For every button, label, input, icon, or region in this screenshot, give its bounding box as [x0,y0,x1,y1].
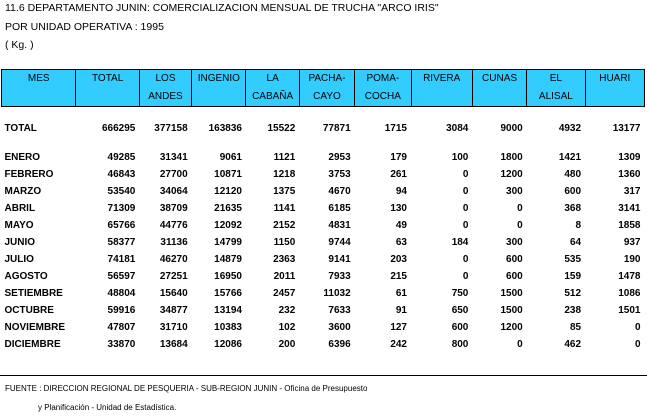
table-cell: 15766 [214,288,242,299]
column-header [355,70,411,107]
table-cell: 8 [575,220,582,231]
table-subtitle: POR UNIDAD OPERATIVA : 1995 [5,21,164,33]
column-header [585,70,644,107]
column-header-line1: RIVERA [423,73,461,84]
table-cell: 9000 [500,122,523,134]
table-cell: 127 [390,322,407,333]
unit-label: ( Kg. ) [5,39,34,51]
spacer-row [2,137,645,149]
table-cell: 46843 [107,169,136,180]
table-cell: 535 [564,254,582,265]
table-cell: 317 [623,186,641,197]
table-cell: 666295 [101,122,136,134]
table-cell: 238 [564,305,582,316]
column-header [472,70,526,107]
table-cell: 33870 [107,339,136,350]
table-cell: 85 [569,322,582,333]
table-cell: 179 [390,152,407,163]
table-cell: 12086 [214,339,242,350]
table-cell: 163836 [208,122,242,134]
column-header-line2: COCHA [364,91,401,102]
table-cell: 31710 [159,322,188,333]
table-cell: 2953 [328,152,351,163]
table-cell: 1360 [618,169,641,180]
table-row [2,319,645,336]
table-cell: 1501 [618,305,641,316]
table-cell: 0 [517,220,523,231]
table-cell: 16950 [214,271,242,282]
table-cell: 0 [517,339,523,350]
table-cell: 1086 [618,288,641,299]
table-cell: 91 [395,305,407,316]
table-cell: 2363 [273,254,296,265]
table-row [2,217,645,234]
table-cell: 1121 [273,152,296,163]
table-cell: 242 [390,339,407,350]
table-row [2,149,645,166]
column-header [299,70,354,107]
table-cell: 77871 [322,122,351,134]
table-cell: 21635 [214,203,242,214]
table-cell: 100 [451,152,469,163]
table-cell: 0 [462,186,469,197]
table-cell: 0 [462,203,469,214]
table-cell: 2457 [273,288,296,299]
table-cell: 4932 [558,122,582,134]
column-header-line1: PACHA- [308,73,346,84]
table-row [2,234,645,251]
table-cell: 377158 [154,122,188,134]
spacer-row [2,107,645,120]
table-cell: 34877 [159,305,188,316]
table-row [2,285,645,302]
table-cell: 71309 [107,203,136,214]
table-cell: 462 [564,339,582,350]
data-table [1,69,645,353]
table-cell: 1500 [500,288,523,299]
table-cell: 46270 [159,254,188,265]
table-cell: 0 [462,254,469,265]
table-cell: 31136 [160,237,188,248]
table-cell: 750 [451,288,469,299]
table-cell: 94 [395,186,407,197]
table-cell: 203 [390,254,407,265]
table-cell: 0 [634,322,641,333]
table-cell: 800 [451,339,469,350]
table-cell: 49285 [107,152,136,163]
table-cell: 63 [395,237,407,248]
row-label: NOVIEMBRE [4,322,66,333]
table-cell: 58377 [107,237,136,248]
table-cell: 34064 [159,186,188,197]
table-cell: 300 [506,186,523,197]
table-title: 11.6 DEPARTAMENTO JUNIN: COMERCIALIZACION MENSUAL DE TRUCHA "ARCO IRIS" [5,2,439,14]
table-cell: 9744 [328,237,351,248]
table-cell: 300 [506,237,523,248]
table-cell: 0 [462,271,469,282]
table-cell: 59916 [107,305,136,316]
table-cell: 1421 [558,152,582,163]
row-label: ENERO [4,152,41,163]
table-cell: 1375 [273,186,296,197]
column-header-line1: HUARI [599,73,631,84]
table-cell: 3753 [328,169,351,180]
row-label: ABRIL [4,203,36,214]
table-cell: 9141 [328,254,351,265]
table-body [2,107,645,354]
table-cell: 650 [451,305,469,316]
row-label: OCTUBRE [4,305,54,316]
table-cell: 31341 [159,152,188,163]
column-header-line2: CAYO [313,91,341,102]
table-cell: 15640 [159,288,188,299]
column-header-line1: MES [27,73,50,84]
table-cell: 53540 [107,186,136,197]
table-row [2,200,645,217]
table-cell: 4670 [328,186,351,197]
table-row [2,302,645,319]
table-cell: 1800 [500,152,523,163]
table-cell: 12120 [214,186,242,197]
table-cell: 0 [517,203,523,214]
table-cell: 200 [278,339,296,350]
table-cell: 261 [390,169,407,180]
row-label: TOTAL [4,122,37,134]
table-cell: 0 [634,339,641,350]
table-cell: 1200 [500,322,523,333]
table-cell: 1309 [618,152,641,163]
table-cell: 1141 [273,203,296,214]
table-cell: 27700 [159,169,188,180]
column-header [192,70,246,107]
source-note-continued: y Planificación - Unidad de Estadística. [38,403,177,412]
table-cell: 7933 [328,271,351,282]
table-row [2,251,645,268]
table-cell: 190 [623,254,641,265]
row-label: JUNIO [4,237,36,248]
table-cell: 368 [564,203,582,214]
column-header-line2: ALISAL [538,91,573,102]
table-cell: 512 [564,288,582,299]
table-cell: 64 [569,237,582,248]
row-label: AGOSTO [4,271,48,282]
table-row [2,268,645,285]
header-row [2,70,645,107]
table-cell: 10871 [214,169,242,180]
table-cell: 184 [451,237,469,248]
column-header [411,70,472,107]
table-cell: 49 [395,220,407,231]
column-header [139,70,191,107]
table-cell: 215 [390,271,407,282]
column-header [76,70,139,107]
table-cell: 47807 [107,322,136,333]
table-cell: 480 [564,169,582,180]
table-cell: 2011 [273,271,296,282]
column-header-line2: CABAÑA [252,91,294,102]
table-cell: 0 [462,220,469,231]
column-header-line1: LOS [155,73,176,84]
table-cell: 1715 [384,122,407,134]
table-cell: 102 [278,322,296,333]
table-cell: 159 [564,271,582,282]
table-cell: 130 [390,203,407,214]
table-cell: 13177 [612,122,641,134]
table-cell: 2152 [273,220,296,231]
table-cell: 38709 [159,203,188,214]
column-header-line2: ANDES [148,91,183,102]
table-cell: 56597 [107,271,136,282]
table-cell: 3084 [446,122,469,134]
table-row [2,336,645,353]
table-cell: 937 [623,237,641,248]
row-label: DICIEMBRE [4,339,61,350]
table-cell: 12092 [214,220,242,231]
row-label: JULIO [4,254,34,265]
column-header-line1: LA [266,73,279,84]
table-row [2,183,645,200]
table-row [2,166,645,183]
column-header-line1: CUNAS [482,73,518,84]
table-cell: 0 [462,169,469,180]
column-header-line1: POMA- [366,73,400,84]
footer-divider [0,375,647,376]
table-cell: 600 [451,322,469,333]
table-cell: 6185 [328,203,351,214]
row-label: FEBRERO [4,169,54,180]
table-cell: 1150 [273,237,296,248]
table-cell: 48804 [107,288,136,299]
column-header-line1: EL [549,73,562,84]
table-cell: 10383 [214,322,242,333]
table-cell: 1218 [273,169,296,180]
table-cell: 600 [564,186,582,197]
table-cell: 9061 [219,152,242,163]
source-note: FUENTE : DIRECCION REGIONAL DE PESQUERIA - SUB-REGION JUNIN - Oficina de Presupuesto [5,384,368,393]
table-cell: 44776 [159,220,188,231]
table-cell: 14799 [214,237,242,248]
table-cell: 600 [506,254,523,265]
row-label: SETIEMBRE [4,288,63,299]
table-cell: 232 [278,305,296,316]
row-label: MAYO [4,220,34,231]
table-cell: 600 [506,271,523,282]
column-header [2,70,76,107]
table-cell: 65766 [107,220,136,231]
table-cell: 6396 [328,339,351,350]
row-label: MARZO [4,186,42,197]
table-cell: 1858 [618,220,641,231]
table-cell: 15522 [267,122,296,134]
total-row [2,119,645,137]
table-cell: 3141 [618,203,641,214]
table-cell: 4831 [328,220,351,231]
table-cell: 1500 [500,305,523,316]
column-header-line1: TOTAL [91,73,124,84]
column-header [527,70,585,107]
column-header [246,70,299,107]
table-cell: 74181 [107,254,136,265]
table-cell: 7633 [328,305,351,316]
table-cell: 14879 [214,254,242,265]
table-cell: 1478 [618,271,641,282]
column-header-line1: INGENIO [197,73,240,84]
table-cell: 13684 [159,339,188,350]
table-cell: 61 [395,288,407,299]
table-cell: 11032 [323,288,351,299]
table-cell: 1200 [500,169,523,180]
table-cell: 27251 [159,271,188,282]
table-cell: 13194 [214,305,242,316]
table-cell: 3600 [328,322,351,333]
